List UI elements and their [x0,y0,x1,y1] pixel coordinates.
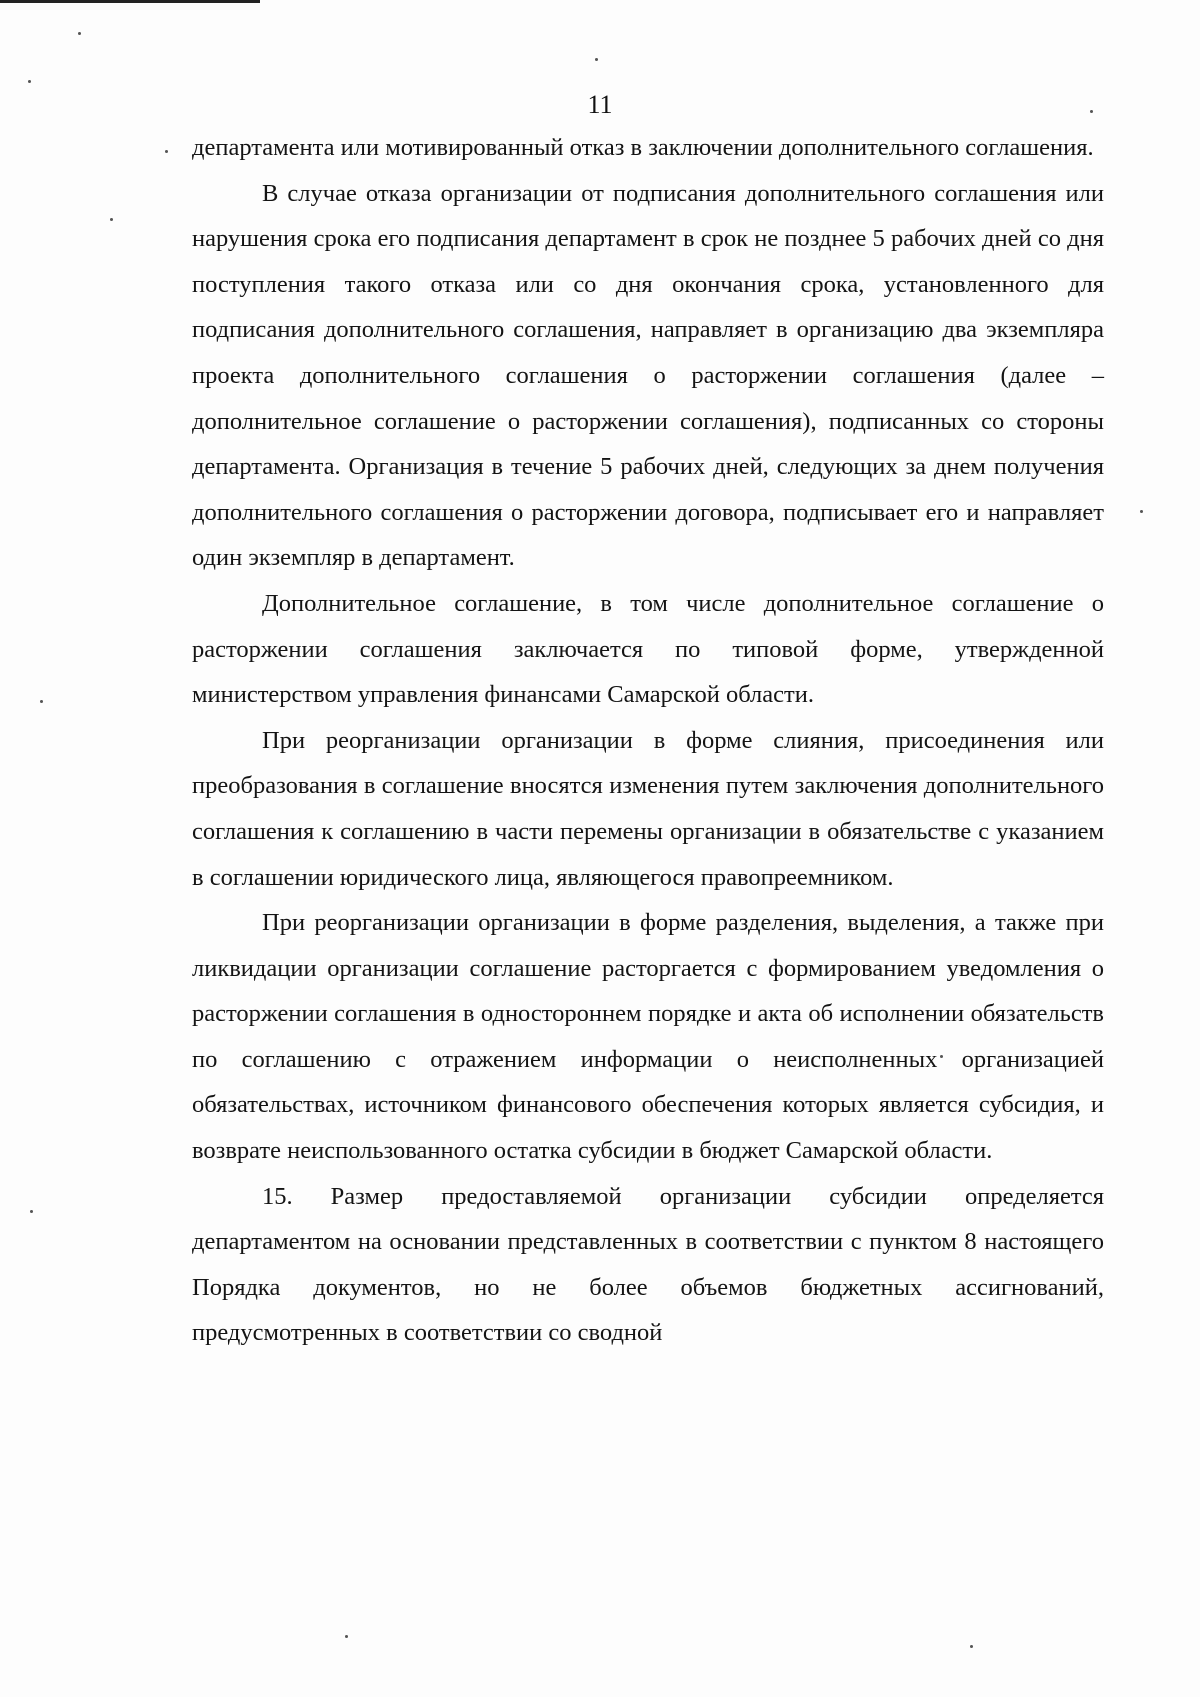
paragraph: В случае отказа организации от подписания дополнительного соглашения или нарушения срока его подписания департамент в срок не позднее 5 рабочих дней со дня поступления такого отказа или со дня окончания срока, установленного для подписания дополнительного соглашения, направляет в организацию два экземпляра проекта дополнительного соглашения о расторжении соглашения (далее – дополнительное соглашение о расторжении соглашения), подписанных со стороны департамента. Организация в течение 5 рабочих дней, следующих за днем получения дополнительного соглашения о расторжении договора, подписывает его и направляет один экземпляр в департамент. [192,179,1104,572]
scan-speck [345,1635,348,1638]
scan-speck [595,58,598,61]
page-number: 11 [587,90,613,119]
paragraph: При реорганизации организации в форме слияния, присоединения или преобразования в соглашение вносятся изменения путем заключения дополнительного соглашения к соглашению в части перемены организации в обязательстве с указанием в соглашении юридического лица, являющегося правопреемником. [192,726,1104,891]
paragraph: Дополнительное соглашение, в том числе дополнительное соглашение о расторжении соглашения заключается по типовой форме, утвержденной министерством управления финансами Самарской области. [192,589,1104,709]
scan-speck [78,32,81,35]
scan-speck [110,218,113,221]
paragraph: департамента или мотивированный отказ в заключении дополнительного соглашения. [192,134,1094,161]
scan-speck [30,1210,33,1213]
scan-edge-mark [0,0,260,3]
scan-speck [970,1645,973,1648]
scan-speck [1140,510,1143,513]
document-body [192,125,1104,1356]
paragraph: При реорганизации организации в форме разделения, выделения, а также при ликвидации организации соглашение расторгается с формированием уведомления о расторжении соглашения в одностороннем порядке и акта об исполнении обязательств по соглашению с отражением информации о неисполненных организацией обязательствах, источником финансового обеспечения которых является субсидия, и возврате неиспользованного остатка субсидии в бюджет Самарской области. [192,909,1104,1165]
paragraph: 15. Размер предоставляемой организации субсидии определяется департаментом на основании представленных в соответствии с пунктом 8 настоящего Порядка документов, но не более объемов бюджетных ассигнований, предусмотренных в соответствии со сводной [192,1182,1104,1347]
scan-speck [28,80,31,83]
scan-speck [165,150,168,153]
scan-speck [40,700,43,703]
